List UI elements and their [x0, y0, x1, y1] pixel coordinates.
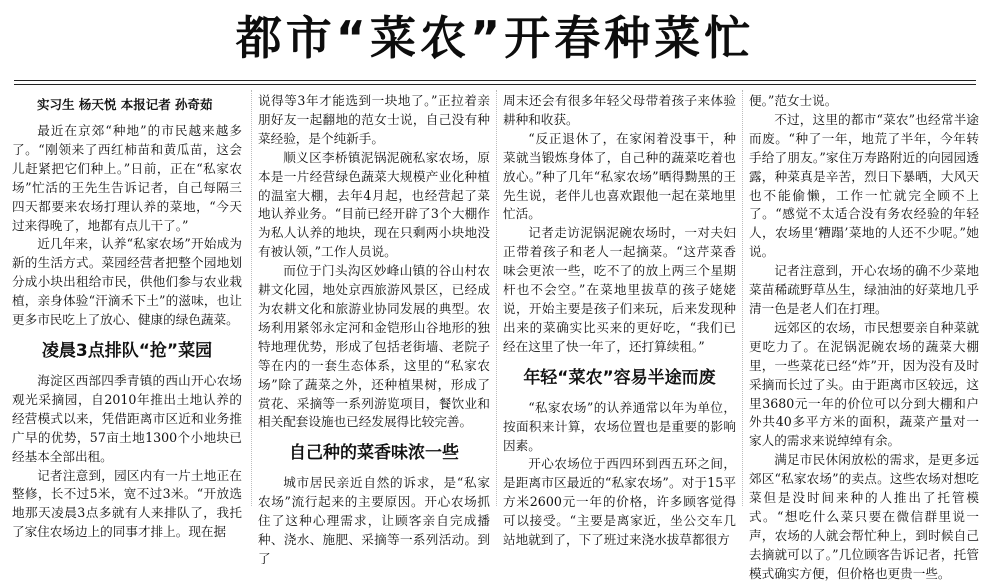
paragraph: 记者走访泥锅泥碗农场时，一对夫妇正带着孩子和老人一起摘菜。“这芹菜香味会更浓一些，吃不了的放上两三个星期杆也不会空。”在菜地里拔草的孩子姥姥说，开始主要是孩子们来玩，后来发现种出来的菜确实比买来的更好吃，“我们已经在这里了快一年了，还打算续租。” — [503, 225, 736, 354]
column-divider — [742, 90, 743, 506]
paragraph: 远郊区的农场，市民想要亲自种菜就更吃力了。在泥锅泥碗农场的蔬菜大棚里，一些菜花已经“炸”开，因为没有及时采摘而长过了头。由于距离市区较远，这里3680元一年的价位可以分到大棚和户外共40多平方米的面积，蔬菜产量对一家人的需求来说绰绰有余。 — [749, 319, 979, 449]
paragraph: “反正退休了，在家闲着没事干，种菜就当锻炼身体了，自己种的蔬菜吃着也放心。”种了几年“私家农场”晒得黝黑的王先生说，老伴儿也喜欢跟他一起在菜地里忙活。 — [503, 130, 736, 222]
paragraph: 说得等3年才能选到一块地了。”正拉着亲朋好友一起翻地的范女士说，自己没有种菜经验，是个纯新手。 — [258, 93, 490, 146]
paragraph: 开心农场位于西四环到西五环之间，是距离市区最近的“私家农场”。对于15平方米2600元一年的价格，许多顾客觉得可以接受。“主要是离家近，坐公交车几站地就到了，下了班过来浇水拔草都很方 — [503, 456, 736, 548]
paragraph: “私家农场”的认养通常以年为单位，按面积来计算，农场位置也是重要的影响因素。 — [503, 399, 736, 453]
paragraph: 城市居民亲近自然的诉求，是“私家农场”流行起来的主要原因。开心农场抓住了这种心理需求，让顾客亲自完成播种、浇水、施肥、采摘等一系列活动。到了 — [258, 475, 490, 566]
subheading: 自己种的菜香味浓一些 — [289, 443, 459, 464]
column-4 — [749, 92, 979, 584]
paragraph: 便。”范女士说。 — [749, 93, 838, 108]
column-2 — [258, 92, 490, 569]
paragraph: 记者注意到，开心农场的确不少菜地菜苗稀疏野草丛生，绿油油的好菜地几乎清一色是老人们在打理。 — [749, 263, 979, 316]
paragraph: 而位于门头沟区妙峰山镇的谷山村农耕文化园，地处京西旅游风景区，已经成为农耕文化和旅游业协同发展的典型。农场利用紧邻永定河和金铠形山谷地形的独特地理优势，形成了包括老街墙、老院子等在内的一套生态体系，这里的“私家农场”除了蔬菜之外，还种植果树，形成了赏花、采摘等一系列游览项目，餐饮业和相关配套设施也已经发展得比较完善。 — [258, 263, 490, 430]
column-divider — [251, 90, 252, 506]
headline: 都市“菜农”开春种菜忙 — [235, 11, 755, 65]
subheading: 年轻“菜农”容易半途而废 — [523, 367, 716, 388]
paragraph: 最近在京郊“种地”的市民越来越多了。“刚领来了西红柿苗和黄瓜苗，这会儿赶紧把它们种上。”日前，正在“私家农场”忙活的王先生告诉记者，自己每隔三四天都要来农场打理认养的菜地，“今天过来得晚了，地都有点儿干了。” — [12, 123, 242, 233]
column-1 — [12, 92, 242, 542]
column-divider — [496, 90, 497, 506]
column-3 — [503, 92, 736, 550]
paragraph: 满足市民休闲放松的需求，是更多远郊区“私家农场”的卖点。这些农场对想吃菜但是没时间来种的人推出了托管模式。“想吃什么菜只要在微信群里说一声，农场的人就会帮忙种上，到时候自己去摘就可以了。”几位顾客告诉记者，托管模式确实方便，但价格也更贵一些。 — [749, 452, 979, 581]
top-rule — [14, 80, 976, 81]
paragraph: 不过，这里的都市“菜农”也经常半途而废。“种了一年，地荒了半年，今年转手给了朋友。”家住万寿路附近的向园园透露，种菜真是辛苦，烈日下暴晒，大风天也不能偷懒，工作一忙就完全顾不上了。“感觉不太适合没有务农经验的年轻人，农场里‘糟蹋’菜地的人还不少呢。”她说。 — [749, 111, 979, 260]
top-rule-thin — [14, 84, 976, 85]
byline: 实习生 杨天悦 本报记者 孙奇茹 — [37, 97, 213, 112]
paragraph: 周末还会有很多年轻父母带着孩子来体验耕种和收获。 — [503, 93, 736, 127]
paragraph: 顺义区李桥镇泥锅泥碗私家农场，原本是一片经营绿色蔬菜大规模产业化种植的温室大棚，去年4月起，也经营起了菜地认养业务。“目前已经开辟了3个大棚作为私人认养的地块，现在只剩两小块地没有被认领，”工作人员说。 — [258, 149, 490, 260]
paragraph: 近几年来，认养“私家农场”开始成为新的生活方式。菜园经营者把整个园地划分成小块出租给市民，供他们参与农业栽植，亲身体验“汗滴禾下土”的滋味，也让更多市民吃上了放心、健康的绿色蔬菜。 — [12, 236, 242, 328]
paragraph: 记者注意到，园区内有一片土地正在整修，长不过5米，宽不过3米。“开放选地那天凌晨3点多就有人来排队了，我托了家住农场边上的同事才排上。现在据 — [12, 467, 242, 540]
subheading: 凌晨3点排队“抢”菜园 — [41, 340, 213, 361]
paragraph: 海淀区西部四季青镇的西山开心农场观光采摘园，自2010年推出土地认养的经营模式以来，凭借距离市区近和业务推广早的优势，57亩土地1300个小地块已经基本全部出租。 — [12, 372, 242, 464]
